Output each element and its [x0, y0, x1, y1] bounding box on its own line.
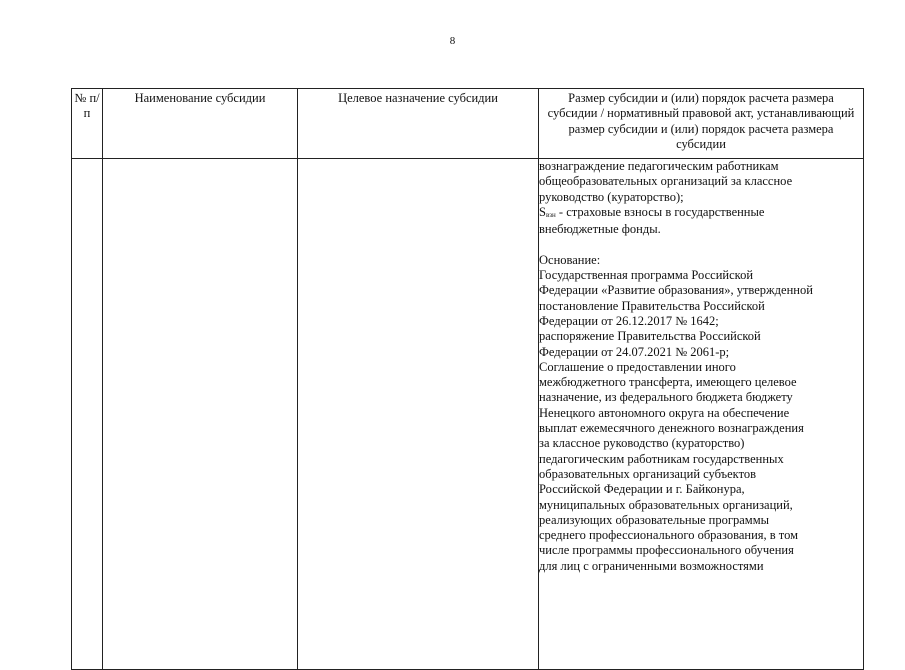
- text-line: Федерации от 26.12.2017 № 1642;: [539, 313, 719, 328]
- blank-line: [539, 237, 863, 252]
- cell-number: [72, 159, 103, 670]
- text-line: муниципальных образовательных организаций,: [539, 497, 793, 512]
- cell-amount: [539, 159, 864, 670]
- text-line: внебюджетные фонды.: [539, 222, 661, 237]
- basis-block: [539, 253, 863, 574]
- text-line: числе программы профессионального обучения: [539, 543, 794, 558]
- text-line: для лиц с ограниченными возможностями: [539, 558, 764, 573]
- text-line: Ненецкого автономного округа на обеспечение: [539, 405, 790, 420]
- subsidy-table: [71, 88, 864, 670]
- text-line: Соглашение о предоставлении иного: [539, 359, 736, 374]
- text-line: педагогическим работникам государственных: [539, 451, 784, 466]
- table-header-row: [72, 89, 864, 159]
- text-line: образовательных организаций субъектов: [539, 466, 757, 481]
- s-text: - страховые взносы в государственные: [555, 204, 765, 219]
- text-line: общеобразовательных организаций за классное: [539, 174, 793, 189]
- header-purpose: Целевое назначение субсидии: [298, 89, 539, 159]
- text-line: руководство (кураторство);: [539, 189, 684, 204]
- page-number: 8: [449, 35, 456, 47]
- text-line: вознаграждение педагогическим работникам: [539, 159, 779, 173]
- header-number: № п/п: [72, 89, 103, 159]
- text-line: межбюджетного трансферта, имеющего целевое: [539, 375, 797, 390]
- header-subsidy-name: Наименование субсидии: [103, 89, 298, 159]
- s-subscript: взн: [545, 210, 556, 219]
- cell-subsidy-name: [103, 159, 298, 670]
- text-line: Российской Федерации и г. Байконура,: [539, 482, 745, 497]
- s-definition-line: [539, 205, 863, 222]
- basis-heading: Основание:: [539, 252, 601, 267]
- text-line: назначение, из федерального бюджета бюджету: [539, 390, 793, 405]
- s-symbol: S: [539, 204, 546, 219]
- text-line: за классное руководство (кураторство): [539, 436, 745, 451]
- table-row: [72, 159, 864, 670]
- text-line: среднего профессионального образования, в том: [539, 528, 799, 543]
- text-line: распоряжение Правительства Российской: [539, 329, 761, 344]
- text-line: постановление Правительства Российской: [539, 298, 765, 313]
- text-line: выплат ежемесячного денежного вознаграждения: [539, 421, 804, 436]
- text-line: Федерации от 24.07.2021 № 2061-р;: [539, 344, 730, 359]
- text-line: Федерации «Развитие образования», утвержденной: [539, 283, 813, 298]
- text-line: Государственная программа Российской: [539, 268, 754, 283]
- header-amount: Размер субсидии и (или) порядок расчета размера субсидии / нормативный правовой акт, устанавливающий размер субсидии и (или) порядок расчета размера субсидии: [539, 89, 864, 159]
- cell-purpose: [298, 159, 539, 670]
- text-line: реализующих образовательные программы: [539, 512, 770, 527]
